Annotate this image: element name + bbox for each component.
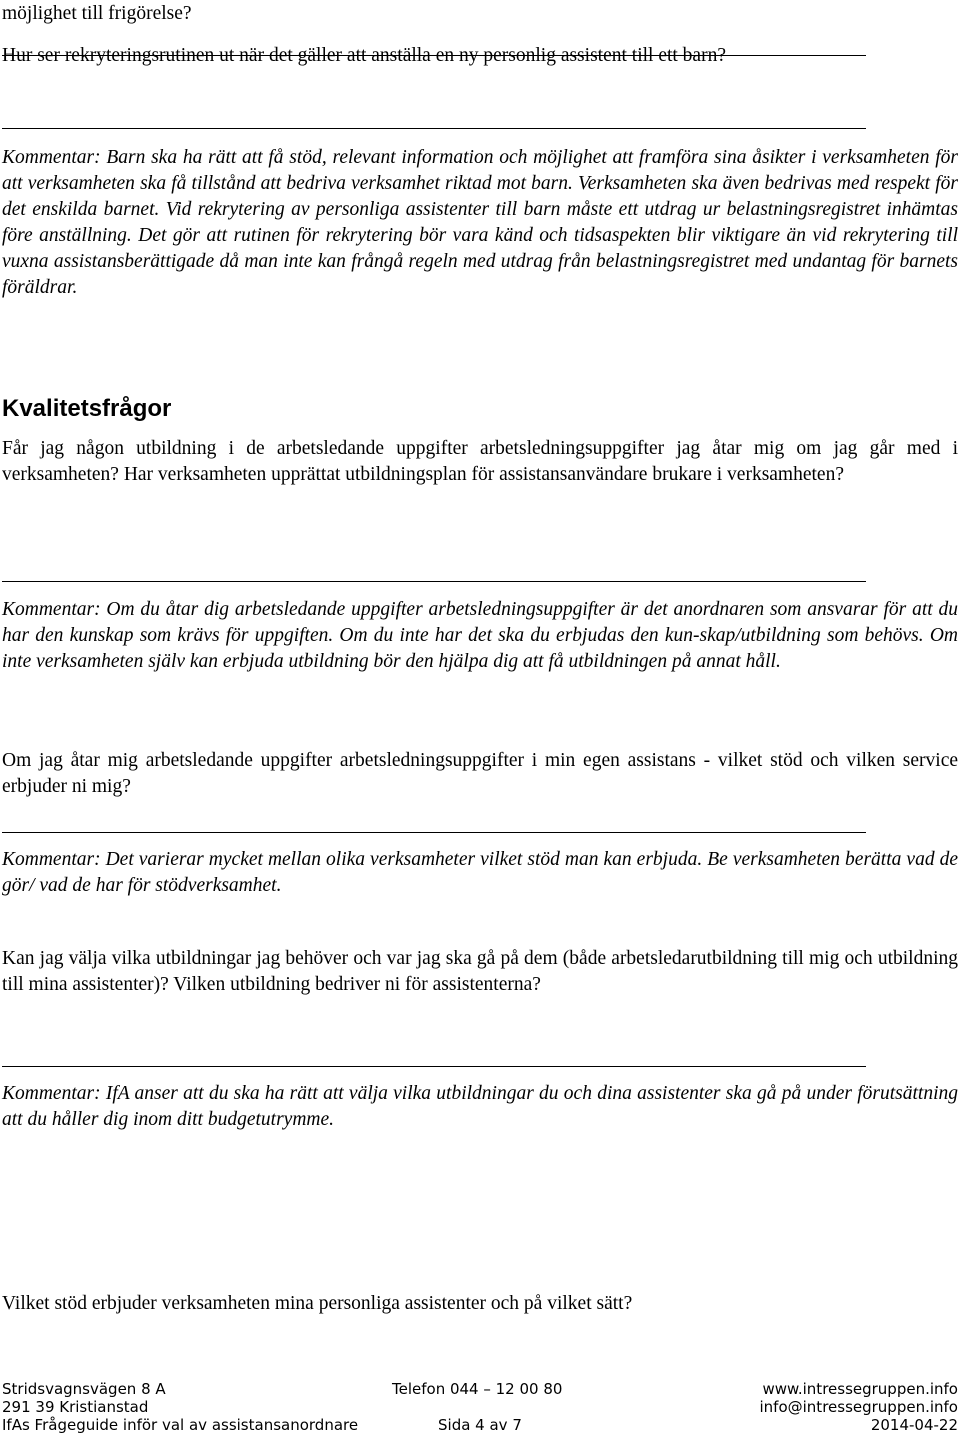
section-heading: Kvalitetsfrågor [2, 395, 172, 422]
footer-address-street: Stridsvagnsvägen 8 A [2, 1380, 166, 1398]
answer-line-5 [2, 1066, 866, 1067]
footer-phone: Telefon 044 – 12 00 80 [392, 1380, 563, 1398]
comment-recruitment: Kommentar: Barn ska ha rätt att få stöd, relevant information och möjlighet att framföra sina åsikter i verksamheten för att verksamheten ska få tillstånd att bedriva verksamhet riktad mot barn. Verksamheten ska även bedrivas med respekt för det enskilda barnet. Vid rekrytering av personliga assistenter till barn måste ett utdrag ur belastningsregistret inhämtas före anställning. Det gör att rutinen för rekrytering bör vara känd och tidsaspekten blir viktigare än vid rekrytering till vuxna assistansberättigade då man inte kan frångå regeln med utdrag från belastningsregistret med undantag för barnets föräldrar. [2, 147, 958, 298]
comment-choose-training: Kommentar: IfA anser att du ska ha rätt att välja vilka utbildningar du och dina assistenter ska gå på under förutsättning att du håller dig inom ditt budgetutrymme. [2, 1083, 958, 1130]
footer-website: www.intressegruppen.info [762, 1380, 958, 1398]
footer-date: 2014-04-22 [870, 1416, 958, 1434]
answer-line-4 [2, 832, 866, 833]
footer-document-title: IfAs Frågeguide inför val av assistansanordnare [2, 1416, 359, 1434]
page-footer [0, 1380, 960, 1436]
answer-line-3 [2, 581, 866, 582]
comment-support: Kommentar: Det varierar mycket mellan olika verksamheter vilket stöd man kan erbjuda. Be verksamheten berätta vad de gör/ vad de har för stödverksamhet. [2, 849, 958, 896]
question-training: Får jag någon utbildning i de arbetsledande uppgifter arbetsledningsuppgifter jag åtar mig om jag går med i verksamheten? Har verksamheten upprättat utbildningsplan för assistansanvändare brukare i verksamheten? [2, 438, 958, 485]
question-assistant-support: Vilket stöd erbjuder verksamheten mina personliga assistenter och på vilket sätt? [2, 1293, 633, 1314]
footer-email: info@intressegruppen.info [759, 1398, 958, 1416]
footer-address-city: 291 39 Kristianstad [2, 1398, 149, 1416]
question-recruitment: Hur ser rekryteringsrutinen ut när det gäller att anställa en ny personlig assistent till ett barn? [2, 45, 726, 66]
intro-line: möjlighet till frigörelse? [2, 3, 192, 24]
question-support: Om jag åtar mig arbetsledande uppgifter arbetsledningsuppgifter i min egen assistans - vilket stöd och vilken service erbjuder ni mig? [2, 750, 958, 797]
footer-page-number: Sida 4 av 7 [438, 1416, 522, 1434]
comment-training: Kommentar: Om du åtar dig arbetsledande uppgifter arbetsledningsuppgifter är det anordnaren som ansvarar för att du har den kunskap som krävs för uppgiften. Om du inte har det ska du erbjudas den kun-skap/utbildning som behövs. Om inte verksamheten själv kan erbjuda utbildning bör den hjälpa dig att få utbildningen på annat håll. [2, 599, 958, 672]
answer-line-2 [2, 128, 866, 129]
question-choose-training: Kan jag välja vilka utbildningar jag behöver och var jag ska gå på dem (både arbetsledarutbildning till mig och utbildning till mina assistenter)? Vilken utbildning bedriver ni för assistenterna? [2, 948, 958, 995]
